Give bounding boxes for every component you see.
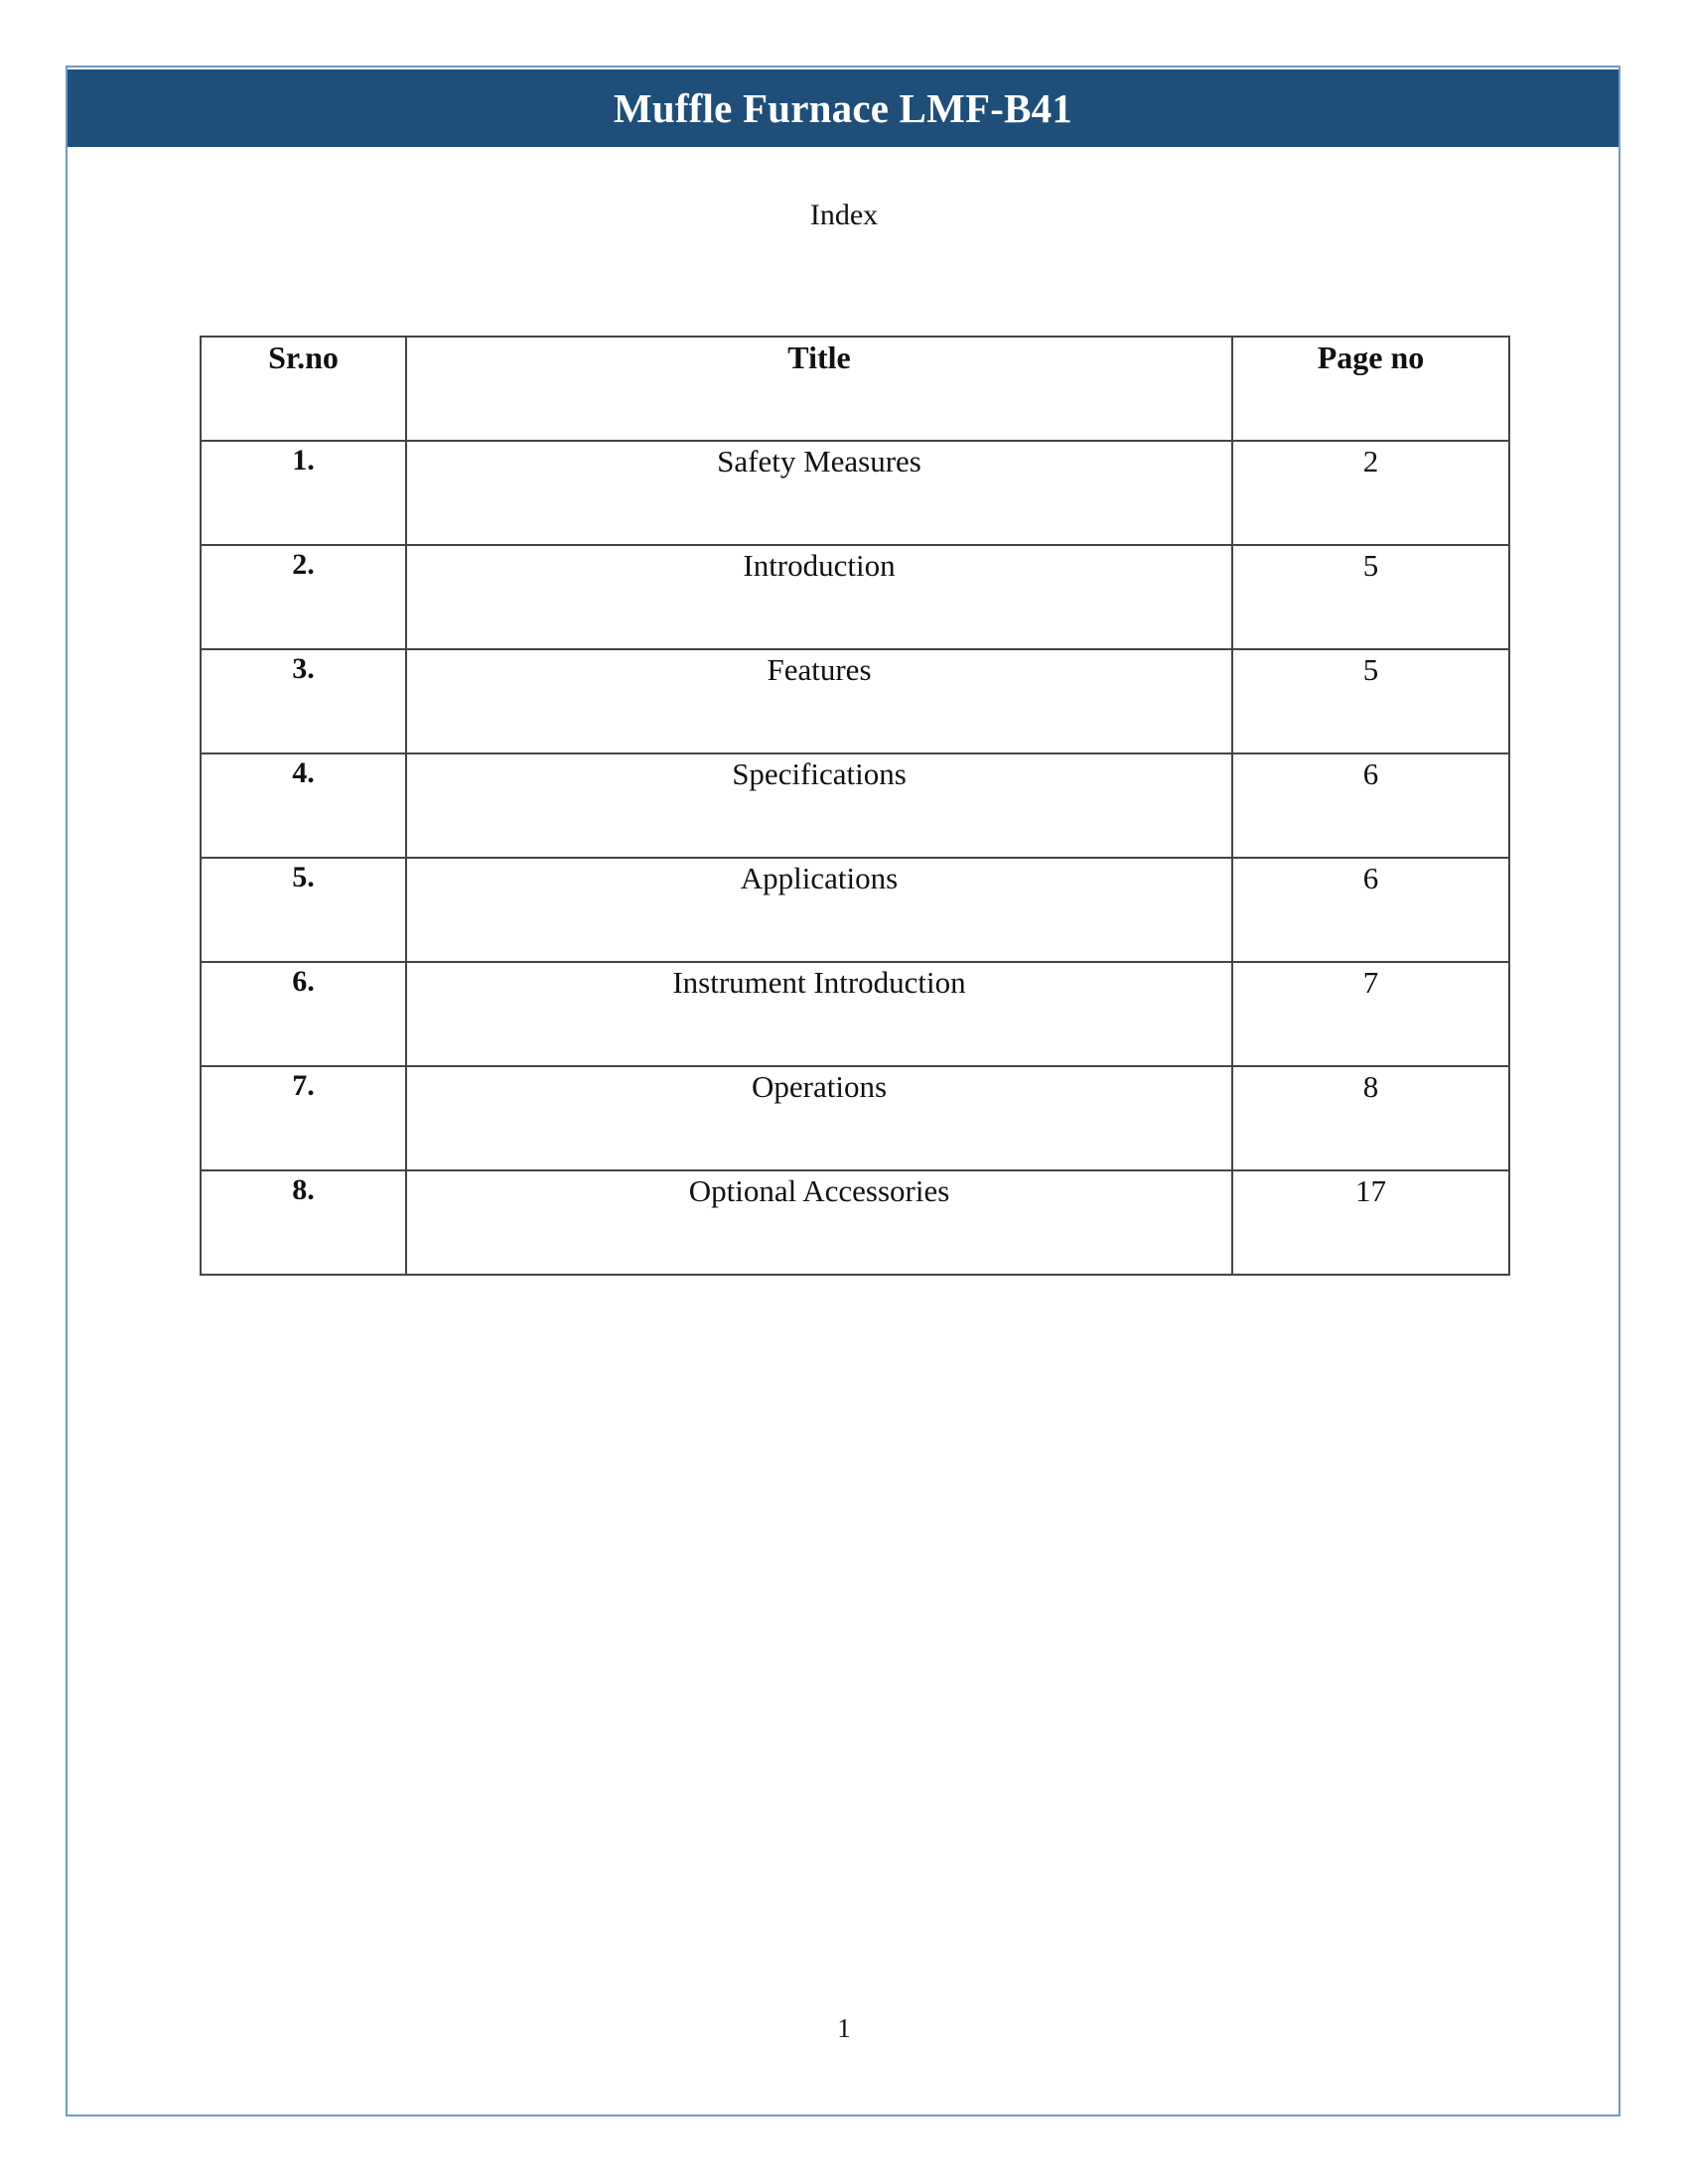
row-title: Safety Measures bbox=[406, 441, 1232, 545]
row-title: Optional Accessories bbox=[406, 1170, 1232, 1275]
table-row bbox=[201, 962, 1509, 1066]
column-header-srno: Sr.no bbox=[201, 337, 406, 441]
row-srno: 1. bbox=[201, 441, 406, 545]
row-srno: 8. bbox=[201, 1170, 406, 1275]
row-page: 5 bbox=[1232, 545, 1509, 649]
row-srno: 6. bbox=[201, 962, 406, 1066]
table-row bbox=[201, 1066, 1509, 1170]
row-page: 5 bbox=[1232, 649, 1509, 753]
row-srno: 5. bbox=[201, 858, 406, 962]
row-page: 6 bbox=[1232, 753, 1509, 858]
table-row bbox=[201, 753, 1509, 858]
row-page: 6 bbox=[1232, 858, 1509, 962]
table-row bbox=[201, 545, 1509, 649]
column-header-page: Page no bbox=[1232, 337, 1509, 441]
row-page: 8 bbox=[1232, 1066, 1509, 1170]
table-row bbox=[201, 649, 1509, 753]
row-title: Introduction bbox=[406, 545, 1232, 649]
header-bar bbox=[68, 69, 1618, 147]
row-page: 17 bbox=[1232, 1170, 1509, 1275]
row-page: 2 bbox=[1232, 441, 1509, 545]
page-number: 1 bbox=[837, 2013, 851, 2043]
index-table bbox=[200, 336, 1510, 1276]
row-title: Instrument Introduction bbox=[406, 962, 1232, 1066]
table-header-row bbox=[201, 337, 1509, 441]
row-page: 7 bbox=[1232, 962, 1509, 1066]
document-title: Muffle Furnace LMF-B41 bbox=[613, 85, 1073, 131]
table-row bbox=[201, 1170, 1509, 1275]
row-srno: 2. bbox=[201, 545, 406, 649]
row-srno: 3. bbox=[201, 649, 406, 753]
column-header-title: Title bbox=[406, 337, 1232, 441]
row-title: Specifications bbox=[406, 753, 1232, 858]
row-srno: 4. bbox=[201, 753, 406, 858]
row-title: Operations bbox=[406, 1066, 1232, 1170]
row-title: Applications bbox=[406, 858, 1232, 962]
table-row bbox=[201, 858, 1509, 962]
table-row bbox=[201, 441, 1509, 545]
row-title: Features bbox=[406, 649, 1232, 753]
row-srno: 7. bbox=[201, 1066, 406, 1170]
index-heading: Index bbox=[809, 199, 879, 231]
